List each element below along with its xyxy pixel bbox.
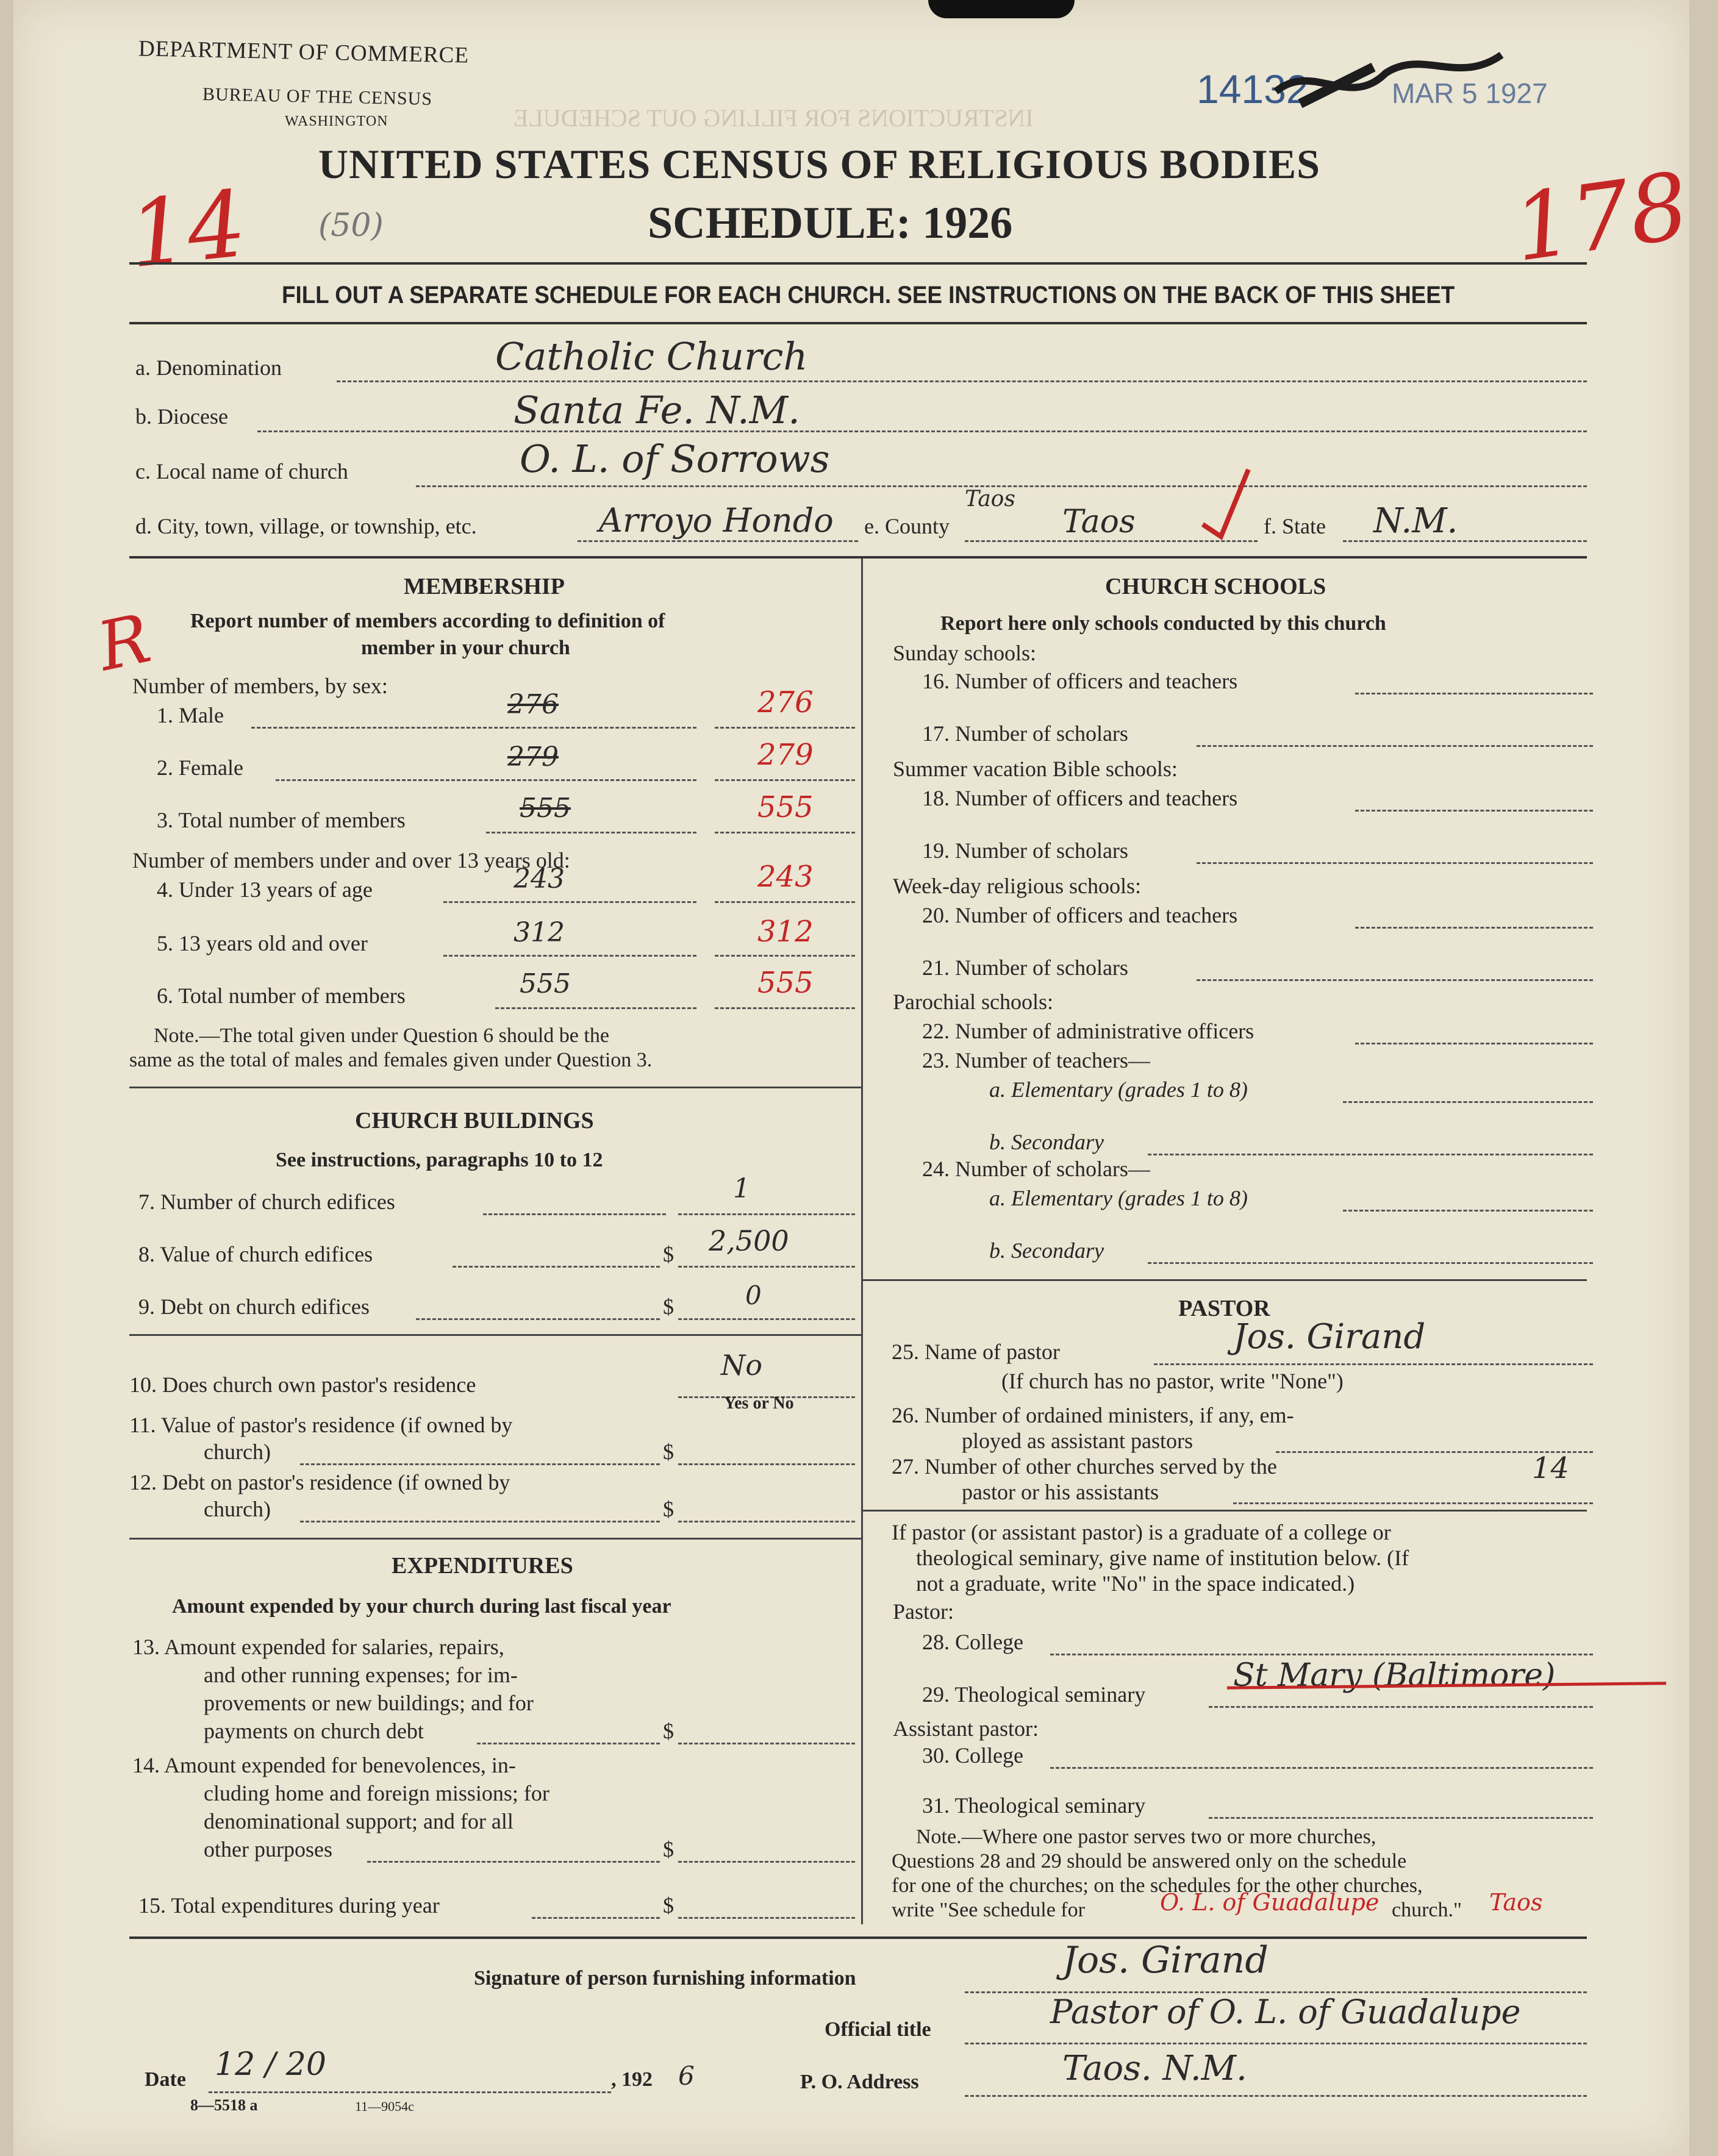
- received-stamp-number: 14132: [1197, 66, 1309, 112]
- q6-line-a: [495, 1007, 696, 1009]
- date-year: , 192: [611, 2068, 653, 2091]
- q4-label: 4. Under 13 years of age: [157, 877, 373, 902]
- q26-label-a: 26. Number of ordained ministers, if any, em-: [892, 1403, 1294, 1427]
- membership-end-rule: [129, 1087, 861, 1088]
- buildings-heading: CHURCH BUILDINGS: [355, 1108, 594, 1133]
- q6-line-b: [715, 1007, 855, 1009]
- q11-label-b: church): [204, 1440, 271, 1464]
- diocese-line: [257, 430, 1587, 432]
- summer-label: Summer vacation Bible schools:: [893, 757, 1178, 781]
- q29-value[interactable]: St Mary (Baltimore): [1233, 1657, 1556, 1694]
- q19-label: 19. Number of scholars: [922, 838, 1128, 863]
- q10-hint: Yes or No: [724, 1394, 794, 1413]
- expenditures-heading: EXPENDITURES: [392, 1553, 573, 1579]
- q9-value[interactable]: 0: [745, 1280, 762, 1310]
- q30-label: 30. College: [922, 1743, 1023, 1768]
- census-schedule-sheet: [13, 0, 1695, 2156]
- q9-dollar: $: [663, 1294, 674, 1319]
- q20-label: 20. Number of officers and teachers: [922, 903, 1238, 927]
- q11-line-b: [678, 1463, 855, 1465]
- q12-label-b: church): [204, 1497, 271, 1521]
- q14-label-d: other purposes: [204, 1837, 332, 1862]
- red-check-county: [1197, 463, 1251, 543]
- department-line: DEPARTMENT OF COMMERCE: [138, 36, 470, 68]
- denomination-value[interactable]: Catholic Church: [495, 334, 808, 379]
- q3-line-a: [486, 832, 696, 833]
- q16-line: [1355, 693, 1593, 694]
- members-by-sex: Number of members, by sex:: [132, 674, 388, 698]
- schools-end-rule: [862, 1279, 1587, 1281]
- q1-label: 1. Male: [157, 703, 224, 727]
- q4-line-b: [715, 901, 855, 903]
- header-rule-bottom: [129, 322, 1587, 324]
- q14-label-c: denominational support; and for all: [204, 1809, 514, 1833]
- q27-value[interactable]: 14: [1532, 1451, 1570, 1485]
- q2-line-a: [276, 779, 696, 781]
- date-year-digit[interactable]: 6: [678, 2061, 695, 2091]
- q13-line-a: [477, 1743, 660, 1744]
- graduate-text-2: theological seminary, give name of institution below. (If: [916, 1546, 1409, 1570]
- q17-label: 17. Number of scholars: [922, 721, 1128, 746]
- membership-sub1: Report number of members according to definition of: [190, 610, 665, 632]
- q7-label: 7. Number of church edifices: [138, 1190, 395, 1214]
- q23b-line: [1148, 1154, 1593, 1155]
- q4-value-red[interactable]: 243: [757, 860, 814, 894]
- q1-value-red[interactable]: 276: [757, 685, 814, 719]
- buildings-sub: See instructions, paragraphs 10 to 12: [276, 1149, 603, 1171]
- q5-line-b: [715, 955, 855, 957]
- denomination-label: a. Denomination: [135, 355, 282, 380]
- q29-label: 29. Theological seminary: [922, 1682, 1146, 1707]
- q13-label-d: payments on church debt: [204, 1719, 424, 1743]
- date-label: Date: [145, 2068, 186, 2091]
- signature-value[interactable]: Jos. Girand: [1062, 1939, 1269, 1982]
- weekday-label: Week-day religious schools:: [893, 874, 1142, 898]
- q14-line-a: [367, 1861, 660, 1863]
- q23b-label: b. Secondary: [989, 1130, 1104, 1154]
- q6-value[interactable]: 555: [520, 968, 571, 999]
- assistant-sublabel: Assistant pastor:: [893, 1716, 1039, 1741]
- pastor-note-2: Questions 28 and 29 should be answered only on the schedule: [892, 1850, 1407, 1872]
- pastor-mid-rule: [862, 1510, 1587, 1512]
- q6-label: 6. Total number of members: [157, 983, 406, 1008]
- pastor-note-4a: write "See schedule for: [892, 1899, 1085, 1921]
- q8-value[interactable]: 2,500: [709, 1224, 789, 1257]
- q12-line-b: [678, 1521, 855, 1522]
- state-value[interactable]: N.M.: [1373, 501, 1458, 541]
- pastor-note-extra: Taos: [1489, 1889, 1543, 1916]
- membership-heading: MEMBERSHIP: [404, 574, 565, 599]
- q9-line-b: [678, 1318, 855, 1320]
- po-address-line: [965, 2095, 1587, 2097]
- form-title: UNITED STATES CENSUS OF RELIGIOUS BODIES: [318, 141, 1320, 187]
- red-mark-14: 14: [124, 171, 251, 289]
- graduate-text-3: not a graduate, write "No" in the space indicated.): [916, 1571, 1355, 1596]
- q18-label: 18. Number of officers and teachers: [922, 786, 1238, 810]
- q14-line-b: [678, 1861, 855, 1863]
- q30-line: [1050, 1767, 1593, 1769]
- pastor-note-church[interactable]: O. L. of Guadalupe: [1160, 1889, 1380, 1916]
- q3-line-b: [715, 832, 855, 833]
- q8-label: 8. Value of church edifices: [138, 1242, 373, 1266]
- q8-line-b: [678, 1266, 855, 1268]
- q13-label-b: and other running expenses; for im-: [204, 1663, 518, 1687]
- q1-value[interactable]: 276: [507, 689, 559, 720]
- po-address-value[interactable]: Taos. N.M.: [1062, 2049, 1247, 2088]
- sunday-label: Sunday schools:: [893, 641, 1037, 665]
- pastor-note-1: Note.—Where one pastor serves two or more churches,: [916, 1826, 1376, 1848]
- q5-value-red[interactable]: 312: [757, 915, 814, 949]
- county-value[interactable]: Taos: [1062, 504, 1136, 540]
- denomination-line: [337, 380, 1587, 382]
- local-name-label: c. Local name of church: [135, 459, 348, 484]
- membership-sub2: member in your church: [361, 637, 570, 659]
- q27-line: [1233, 1502, 1593, 1504]
- print-number: 11—9054c: [355, 2099, 414, 2114]
- q24b-line: [1148, 1262, 1593, 1264]
- q8-dollar: $: [663, 1242, 674, 1266]
- q7-value[interactable]: 1: [733, 1173, 750, 1204]
- pastor-sublabel: Pastor:: [893, 1599, 954, 1624]
- q13-label-c: provements or new buildings; and for: [204, 1691, 534, 1715]
- diocese-label: b. Diocese: [135, 404, 228, 429]
- q7-line-a: [483, 1213, 666, 1215]
- members-by-age: Number of members under and over 13 years old:: [132, 848, 570, 873]
- top-ink-blot: [928, 0, 1075, 18]
- pastor-note-4b: church.": [1392, 1899, 1462, 1921]
- membership-note-2: same as the total of males and females given under Question 3.: [129, 1049, 653, 1071]
- q5-line-a: [443, 955, 696, 957]
- q21-label: 21. Number of scholars: [922, 955, 1128, 980]
- washington-line: WASHINGTON: [285, 113, 388, 129]
- official-title-value[interactable]: Pastor of O. L. of Guadalupe: [1050, 1993, 1521, 2031]
- q11-line-a: [300, 1463, 660, 1465]
- city-line: [578, 540, 858, 542]
- q5-value[interactable]: 312: [514, 917, 565, 948]
- q24-label: 24. Number of scholars—: [922, 1157, 1150, 1181]
- expenditures-sub: Amount expended by your church during last fiscal year: [172, 1595, 671, 1618]
- city-label: d. City, town, village, or township, etc.: [135, 514, 477, 538]
- official-title-label: Official title: [825, 2018, 931, 2041]
- circled-note: (50): [318, 207, 384, 244]
- q10-value[interactable]: No: [721, 1349, 762, 1382]
- q14-label-a: 14. Amount expended for benevolences, in-: [132, 1753, 516, 1777]
- form-number: 8—5518 a: [190, 2096, 258, 2114]
- section-rule: [129, 556, 1587, 559]
- q2-value[interactable]: 279: [507, 741, 559, 773]
- header-rule-top: [129, 262, 1587, 265]
- q24b-label: b. Secondary: [989, 1238, 1104, 1263]
- bureau-line: BUREAU OF THE CENSUS: [202, 84, 433, 109]
- q18-line: [1355, 810, 1593, 812]
- q28-line: [1050, 1654, 1593, 1655]
- local-name-value[interactable]: O. L. of Sorrows: [520, 437, 830, 481]
- q27-label-a: 27. Number of other churches served by the: [892, 1454, 1277, 1479]
- red-mark-178: 178: [1507, 152, 1695, 283]
- q14-label-b: cluding home and foreign missions; for: [204, 1781, 549, 1805]
- diocese-value[interactable]: Santa Fe. N.M.: [514, 388, 800, 432]
- q11-dollar: $: [663, 1440, 674, 1464]
- q12-dollar: $: [663, 1497, 674, 1521]
- parochial-label: Parochial schools:: [893, 990, 1053, 1014]
- po-address-label: P. O. Address: [800, 2071, 919, 2093]
- received-stamp-date: MAR 5 1927: [1392, 77, 1548, 109]
- q19-line: [1197, 862, 1593, 864]
- q1-line-b: [715, 727, 855, 729]
- q6-value-red[interactable]: 555: [757, 966, 814, 1000]
- q7-line-b: [678, 1213, 855, 1215]
- ink-scribble: [1264, 37, 1508, 122]
- q3-value-red[interactable]: 555: [757, 790, 814, 824]
- q5-label: 5. 13 years old and over: [157, 931, 368, 955]
- q3-label: 3. Total number of members: [157, 808, 406, 832]
- q2-label: 2. Female: [157, 755, 243, 780]
- red-mark-r: R: [91, 599, 157, 687]
- q4-value[interactable]: 243: [514, 863, 565, 894]
- q25-hint: (If church has no pastor, write "None"): [1001, 1369, 1344, 1393]
- q9-label: 9. Debt on church edifices: [138, 1294, 370, 1319]
- schedule-title: SCHEDULE: 1926: [648, 198, 1013, 248]
- q24a-label: a. Elementary (grades 1 to 8): [989, 1186, 1248, 1210]
- city-value[interactable]: Arroyo Hondo: [599, 501, 834, 540]
- q15-line-b: [678, 1917, 855, 1919]
- q2-value-red[interactable]: 279: [757, 738, 814, 772]
- official-title-line: [965, 2043, 1587, 2044]
- q21-line: [1197, 979, 1593, 981]
- q17-line: [1197, 745, 1593, 747]
- county-note: Taos: [965, 487, 1015, 512]
- q13-line-b: [678, 1743, 855, 1744]
- graduate-text-1: If pastor (or assistant pastor) is a graduate of a college or: [892, 1520, 1391, 1544]
- pastor-note-3: for one of the churches; on the schedules for the other churches,: [892, 1874, 1423, 1897]
- q16-label: 16. Number of officers and teachers: [922, 669, 1238, 693]
- q1-line-a: [251, 727, 696, 729]
- q12-line-a: [300, 1521, 660, 1522]
- q4-line-a: [443, 901, 696, 903]
- q14-dollar: $: [663, 1837, 674, 1862]
- schools-sub: Report here only schools conducted by this church: [940, 612, 1386, 635]
- q24a-line: [1343, 1210, 1593, 1212]
- q15-label: 15. Total expenditures during year: [138, 1893, 440, 1918]
- q20-line: [1355, 927, 1593, 929]
- q12-label-a: 12. Debt on pastor's residence (if owned by: [129, 1470, 510, 1494]
- signature-label: Signature of person furnishing information: [474, 1967, 856, 1990]
- q25-value[interactable]: Jos. Girand: [1233, 1317, 1426, 1357]
- date-line: [209, 2091, 611, 2093]
- q22-line: [1355, 1043, 1593, 1044]
- q27-label-b: pastor or his assistants: [962, 1480, 1159, 1504]
- q8-line-a: [453, 1266, 660, 1268]
- q3-value[interactable]: 555: [520, 793, 571, 824]
- q10-label: 10. Does church own pastor's residence: [129, 1372, 476, 1397]
- q25-line: [1154, 1363, 1593, 1365]
- q9-line-a: [416, 1318, 660, 1320]
- q31-line: [1209, 1817, 1593, 1819]
- q31-label: 31. Theological seminary: [922, 1793, 1146, 1818]
- q28-label: 28. College: [922, 1630, 1023, 1654]
- q13-dollar: $: [663, 1719, 674, 1743]
- q23a-label: a. Elementary (grades 1 to 8): [989, 1077, 1248, 1102]
- q23-label: 23. Number of teachers—: [922, 1048, 1150, 1073]
- buildings-mid-rule: [129, 1334, 861, 1336]
- pastor-heading: PASTOR: [1178, 1296, 1270, 1321]
- instruction-bar: FILL OUT A SEPARATE SCHEDULE FOR EACH CHURCH. SEE INSTRUCTIONS ON THE BACK OF THIS SHEET: [282, 282, 1455, 309]
- schools-heading: CHURCH SCHOOLS: [1105, 574, 1326, 599]
- state-label: f. State: [1264, 514, 1326, 538]
- q22-label: 22. Number of administrative officers: [922, 1019, 1254, 1043]
- q15-line-a: [532, 1917, 660, 1919]
- q13-label-a: 13. Amount expended for salaries, repairs,: [132, 1635, 504, 1659]
- column-divider: [861, 559, 863, 1924]
- footer-rule: [129, 1936, 1587, 1939]
- q29-line: [1209, 1706, 1593, 1708]
- q25-label: 25. Name of pastor: [892, 1340, 1060, 1364]
- q2-line-b: [715, 779, 855, 781]
- q11-label-a: 11. Value of pastor's residence (if owned by: [129, 1413, 513, 1437]
- q23a-line: [1343, 1101, 1593, 1103]
- buildings-end-rule: [129, 1538, 861, 1540]
- q26-label-b: ployed as assistant pastors: [962, 1429, 1193, 1453]
- county-label: e. County: [864, 514, 950, 538]
- membership-note-1: Note.—The total given under Question 6 should be the: [154, 1024, 609, 1047]
- bleed-through-text: INSTRUCTIONS FOR FILLING OUT SCHEDULE: [514, 104, 1034, 132]
- q15-dollar: $: [663, 1893, 674, 1918]
- date-value[interactable]: 12 / 20: [215, 2046, 326, 2083]
